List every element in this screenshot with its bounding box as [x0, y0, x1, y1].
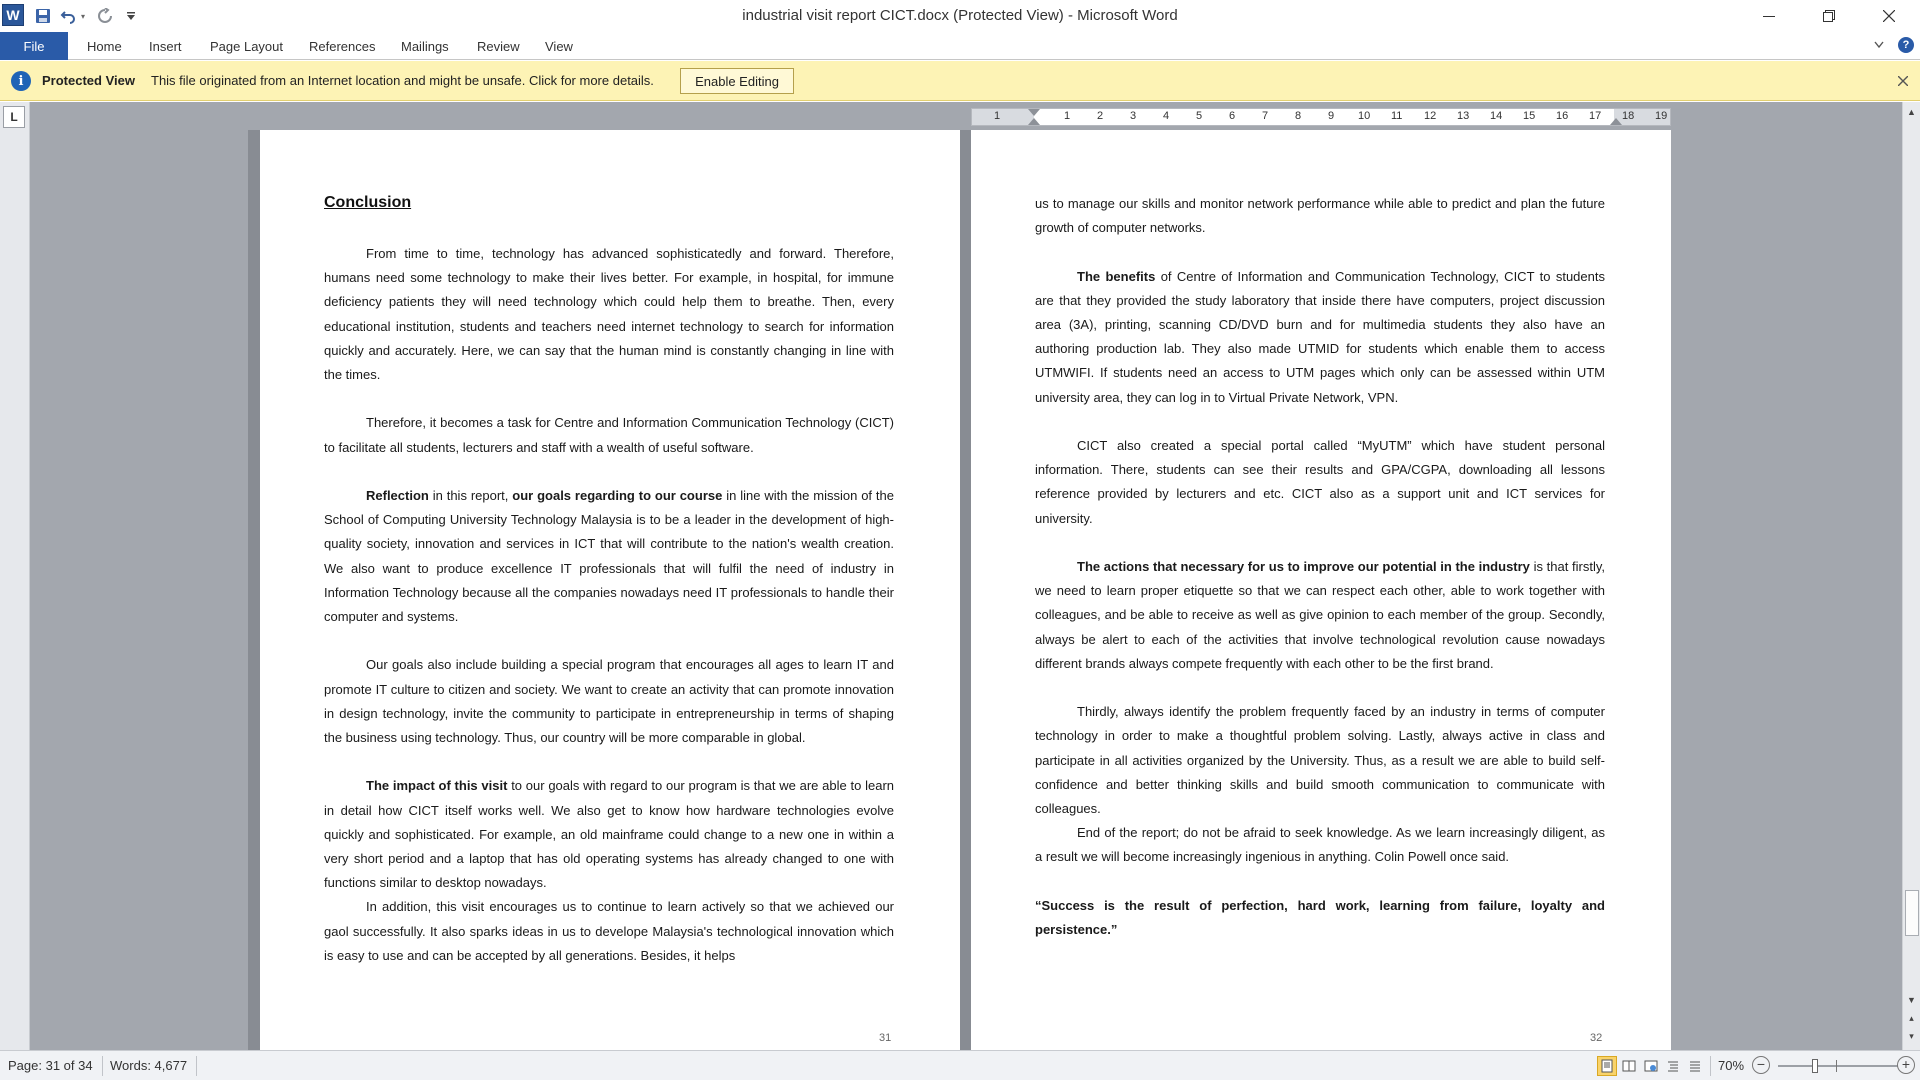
ruler-label: 13 [1457, 110, 1470, 122]
paragraph: Thirdly, always identify the problem frequently faced by an industry in terms of computer technology in order to make a thoughtful problem solving. Lastly, always active in class and participate in all activities organized by the University. Thus, as a result we are able to build self-confidence and better thinking skills and build smooth communication to communicate with colleagues. [1035, 704, 1605, 817]
tab-file[interactable]: File [0, 32, 68, 60]
vertical-ruler [0, 102, 30, 1050]
page-shadow [248, 130, 260, 1050]
text: in line with the mission of the School of Computing University Technology Malaysia is to be a leader in the development of high-quality society, innovation and services in ICT that will contribute to the nation's wealth creation. We also want to produce excellence IT professionals that will fulfil the need of industry in Information Technology because all the companies nowadays need IT professionals to handle their computer and systems. [324, 488, 894, 625]
document-workspace [0, 102, 1902, 1050]
quote: “Success is the result of perfection, hard work, learning from failure, loyalty and persistence.” [1035, 897, 1605, 938]
undo-dropdown-icon[interactable]: ▾ [80, 11, 85, 21]
document-page-32[interactable] [971, 130, 1671, 1050]
tab-review[interactable]: Review [477, 38, 520, 54]
vertical-scrollbar[interactable] [1902, 102, 1920, 1050]
full-screen-reading-button[interactable] [1619, 1056, 1639, 1076]
close-protected-bar-button[interactable] [1894, 72, 1912, 90]
zoom-slider[interactable] [1778, 1065, 1898, 1067]
protected-view-bar [0, 61, 1920, 101]
ruler-label: 2 [1097, 110, 1104, 122]
ruler-label: 1 [1064, 110, 1071, 122]
tab-mailings[interactable]: Mailings [401, 38, 449, 54]
paragraph [324, 774, 894, 895]
ruler-label: 14 [1490, 110, 1503, 122]
ruler-label: 17 [1589, 110, 1602, 122]
info-icon: i [11, 71, 31, 91]
window-title: industrial visit report CICT.docx (Protected View) - Microsoft Word [742, 7, 1178, 24]
divider [102, 1056, 103, 1076]
page-body [324, 242, 894, 968]
paragraph: End of the report; do not be afraid to seek knowledge. As we learn increasingly diligent, as a result we will become increasingly ingenious in anything. Colin Powell once said. [1035, 825, 1605, 865]
paragraph: Our goals also include building a special program that encourages all ages to learn IT and promote IT culture to citizen and society. We want to create an activity that can promote innovation in design technology, invite the community to participate in entrepreneurship in terms of shaping the business using technology. Thus, our country will be more comparable in global. [324, 657, 894, 746]
outline-icon [1666, 1059, 1680, 1073]
section-heading: Conclusion [324, 194, 412, 211]
paragraph [1035, 555, 1605, 676]
divider [1710, 1056, 1711, 1076]
tab-home[interactable]: Home [87, 38, 122, 54]
text: of Centre of Information and Communication Technology, CICT to students are that they provided the study laboratory that inside there have computers, project discussion area (3A), printing, scanning CD/DVD burn and for multimedia students they also have an authoring production lab. They also made UTMID for students which enable them to access UTMWIFI. If students need an access to UTM pages which only can be assessed within UTM university area, they can log in to Virtual Private Network, VPN. [1035, 268, 1605, 405]
tab-selector-button[interactable]: L [3, 106, 25, 128]
first-line-indent-marker[interactable] [1028, 109, 1040, 116]
zoom-in-button[interactable]: + [1897, 1056, 1915, 1074]
paragraph [1035, 265, 1605, 410]
tab-page-layout[interactable]: Page Layout [210, 38, 284, 54]
protected-view-message[interactable]: This file originated from an Internet location and might be unsafe. Click for more details. [151, 73, 654, 88]
zoom-level[interactable]: 70% [1718, 1058, 1745, 1073]
enable-editing-button[interactable]: Enable Editing [680, 68, 794, 94]
ruler-label: 1 [994, 110, 1001, 122]
ruler-label: 19 [1655, 110, 1668, 122]
outline-button[interactable] [1663, 1056, 1683, 1076]
paragraph: us to manage our skills and monitor network performance while able to predict and plan the future growth of computer networks. [1035, 196, 1605, 236]
print-layout-button[interactable] [1597, 1056, 1617, 1076]
page-count[interactable]: Page: 31 of 34 [8, 1058, 93, 1073]
close-button[interactable] [1860, 0, 1918, 32]
status-bar [0, 1050, 1920, 1080]
tab-view[interactable]: View [545, 38, 573, 54]
ruler-label: 4 [1163, 110, 1170, 122]
restore-button[interactable] [1800, 0, 1858, 32]
tab-references[interactable]: References [309, 38, 376, 54]
title-bar [0, 0, 1920, 32]
draft-button[interactable] [1685, 1056, 1705, 1076]
ruler-label: 7 [1262, 110, 1269, 122]
bold-text: The benefits [1077, 268, 1156, 284]
text: to our goals with regard to our program is that we are able to learn in detail how CICT itself works well. We also get to know how hardware technologies evolve quickly and sophisticated. For example, an old mainframe could change to a new one in within a very short period and a laptop that has old operating systems has already changed to one with functions similar to desktop nowadays. [324, 778, 894, 891]
paragraph: Therefore, it becomes a task for Centre and Information Communication Technology (CICT) to facilitate all students, lecturers and staff with a wealth of useful software. [324, 415, 894, 455]
right-indent-marker[interactable] [1610, 118, 1622, 125]
ruler-label: 5 [1196, 110, 1203, 122]
page-number: 32 [1590, 1032, 1603, 1044]
zoom-slider-center-tick [1836, 1060, 1837, 1072]
zoom-slider-thumb[interactable] [1812, 1059, 1818, 1073]
web-layout-button[interactable] [1641, 1056, 1661, 1076]
divider [196, 1056, 197, 1076]
horizontal-ruler[interactable] [971, 108, 1671, 126]
paragraph: In addition, this visit encourages us to continue to learn actively so that we achieved our gaol successfully. It also sparks ideas in us to develope Malaysia's technological innovation which is easy to use and can be accepted by all generations. Besides, it helps [324, 899, 894, 963]
page-number: 31 [879, 1032, 892, 1044]
full-screen-reading-icon [1622, 1059, 1636, 1073]
web-layout-icon [1644, 1059, 1658, 1073]
minimize-icon [1763, 10, 1775, 22]
close-icon [1883, 10, 1895, 22]
ribbon-tab-bar [0, 32, 1920, 60]
ruler-label: 10 [1358, 110, 1371, 122]
text: is that firstly, we need to learn proper etiquette so that we can respect each other, able to work together with colleagues, and be able to receive as well as give opinion to each member of the group. Secondly, always be alert to each of the activities that involve technological revolution cause nowadays different brands always compete frequently with each other to be the first brand. [1035, 559, 1605, 671]
previous-page-icon[interactable]: ▴ [1909, 1012, 1914, 1023]
close-icon [1898, 76, 1908, 86]
ruler-label: 8 [1295, 110, 1302, 122]
protected-view-title: Protected View [42, 73, 135, 88]
ruler-label: 16 [1556, 110, 1569, 122]
restore-icon [1823, 10, 1835, 22]
draft-icon [1688, 1059, 1702, 1073]
bold-text: The impact of this visit [366, 778, 508, 794]
ruler-label: 3 [1130, 110, 1137, 122]
scrollbar-thumb[interactable] [1905, 890, 1919, 936]
page-body [1035, 192, 1605, 942]
word-logo-icon[interactable]: W [2, 4, 24, 26]
bold-text: Reflection [366, 488, 429, 503]
ruler-label: 11 [1391, 110, 1403, 122]
scroll-up-icon[interactable]: ▲ [1907, 107, 1916, 117]
help-icon[interactable]: ? [1898, 37, 1914, 53]
zoom-out-button[interactable]: − [1752, 1056, 1770, 1074]
ruler-label: 9 [1328, 110, 1335, 122]
bold-text: The actions that necessary for us to improve our potential in the industry [1077, 559, 1530, 574]
ruler-left-margin [972, 109, 1034, 125]
paragraph [324, 484, 894, 629]
tab-insert[interactable]: Insert [149, 38, 182, 54]
text: in this report, [428, 488, 513, 503]
document-page-31[interactable] [260, 130, 960, 1050]
minimize-button[interactable] [1740, 0, 1798, 32]
print-layout-icon [1600, 1059, 1614, 1073]
bold-text: our goals regarding to our course [512, 488, 723, 503]
paragraph: CICT also created a special portal called “MyUTM” which have student personal information. There, students can see their results and GPA/CGPA, downloading all lessons reference provided by lecturers and etc. CICT also as a support unit and ICT services for university. [1035, 438, 1605, 526]
ruler-label: 12 [1424, 110, 1437, 122]
ruler-label: 18 [1622, 110, 1635, 122]
paragraph: From time to time, technology has advanced sophisticatedly and forward. Therefore, humans need some technology to make their lives better. For example, in hospital, for immune deficiency patients they will need technology which could help them to breathe. Then, every educational institution, students and teachers need internet technology to search for information quickly and accurately. Here, we can say that the human mind is constantly changing in line with the times. [324, 246, 894, 383]
next-page-icon[interactable]: ▾ [1909, 1030, 1914, 1041]
word-count[interactable]: Words: 4,677 [110, 1058, 188, 1073]
expand-ribbon-icon[interactable] [1872, 38, 1886, 52]
ruler-label: 15 [1523, 110, 1536, 122]
hanging-indent-marker[interactable] [1028, 118, 1040, 125]
scroll-down-icon[interactable]: ▼ [1907, 995, 1916, 1005]
ruler-label: 6 [1229, 110, 1236, 122]
